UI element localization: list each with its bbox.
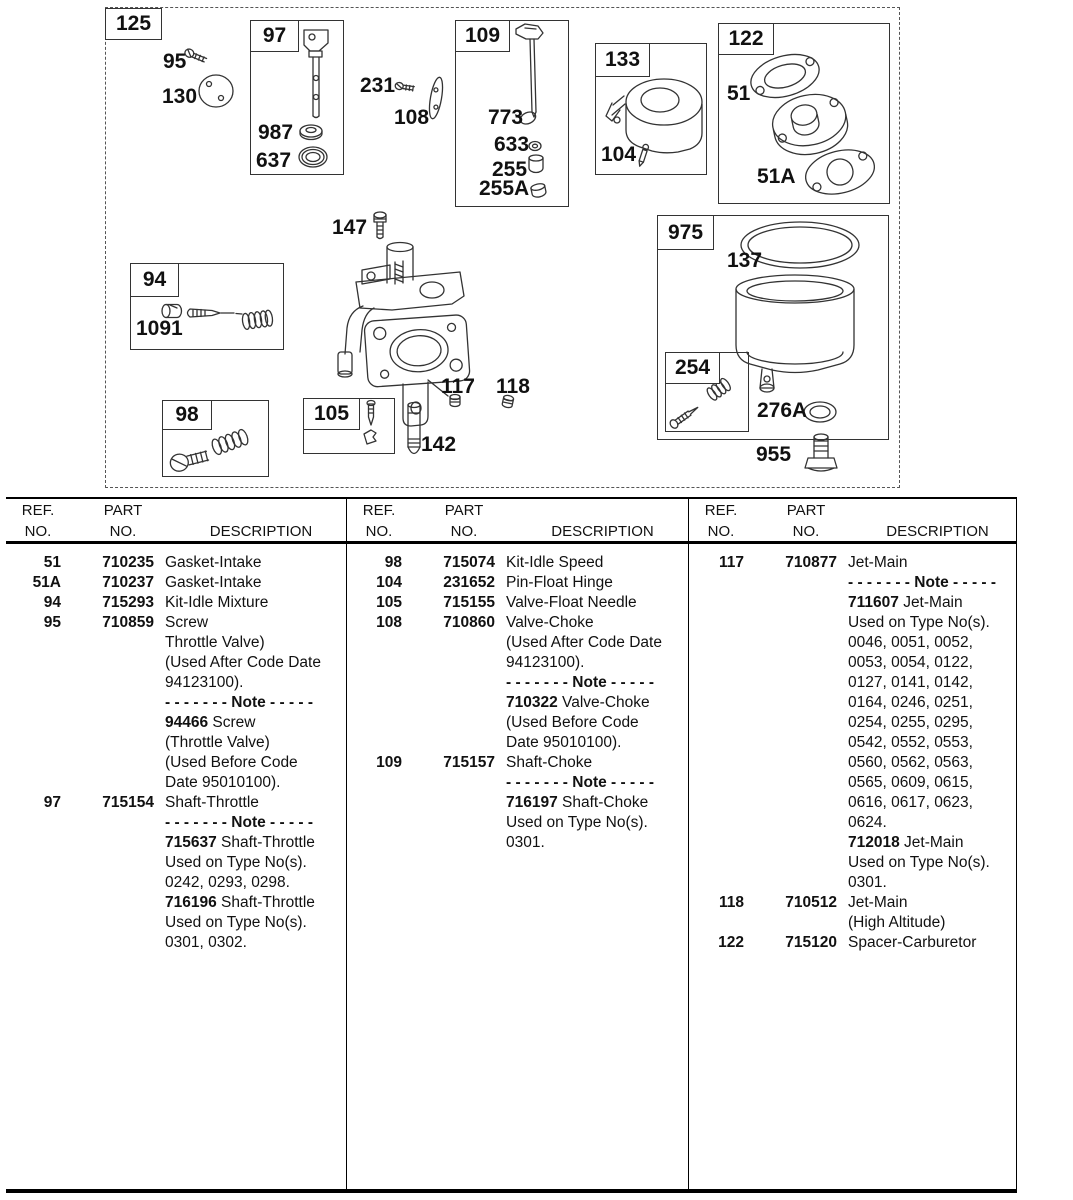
ref-no-cell: 51 <box>43 554 61 571</box>
part-no-cell <box>755 593 837 613</box>
table-row <box>6 713 346 733</box>
part-no-cell: 710512 <box>785 894 837 911</box>
table-header <box>689 499 1016 544</box>
ref-no-cell <box>347 813 402 833</box>
ref-no-cell <box>347 833 402 853</box>
description-cell: Throttle Valve) <box>165 634 265 651</box>
table-row <box>347 753 688 773</box>
description-cell: (Used After Code Date <box>165 654 321 671</box>
description-cell: Jet-Main <box>848 894 908 911</box>
ref-no-cell: 117 <box>718 554 744 571</box>
ref-no-cell <box>689 873 744 893</box>
part-no-cell <box>72 693 154 713</box>
screw-231-drawing <box>395 82 415 92</box>
ref-no-cell <box>6 833 61 853</box>
part-label-955: 955 <box>756 443 792 466</box>
part-no-cell <box>72 653 154 673</box>
ref-no-cell <box>6 813 61 833</box>
part-label-255: 255 <box>492 158 528 181</box>
ref-no-cell <box>689 773 744 793</box>
part-no-cell: 710860 <box>443 614 495 631</box>
header-description: DESCRIPTION <box>551 523 654 540</box>
part-no-cell: 710877 <box>785 554 837 571</box>
disc-130-drawing <box>199 75 233 107</box>
parts-table <box>6 497 1017 1193</box>
ref-no-cell: 104 <box>376 574 402 591</box>
description-cell: (Used Before Code <box>506 714 639 731</box>
table-row <box>689 593 1016 613</box>
part-no-cell: 715293 <box>102 594 154 611</box>
description-cell: Valve-Choke <box>506 614 594 631</box>
ref-no-cell <box>689 633 744 653</box>
ref-no-cell <box>689 613 744 633</box>
table-row <box>6 653 346 673</box>
ref-no-cell: 108 <box>376 614 402 631</box>
description-cell: 94123100). <box>506 654 585 671</box>
description-cell: - - - - - - - Note - - - - - <box>506 674 655 691</box>
description-cell: 0301. <box>848 874 887 891</box>
description-cell: Date 95010100). <box>165 774 281 791</box>
description-cell: - - - - - - - Note - - - - - <box>506 774 655 791</box>
header-ref-no: NO. <box>365 523 393 540</box>
ref-no-cell <box>689 653 744 673</box>
table-body <box>6 544 346 953</box>
table-row <box>689 733 1016 753</box>
part-no-cell <box>755 873 837 893</box>
description-cell: Shaft-Choke <box>506 754 593 771</box>
part-no-cell <box>72 733 154 753</box>
header-part: PART <box>786 502 826 519</box>
table-header <box>347 499 688 544</box>
ref-no-cell <box>6 673 61 693</box>
table-column-3 <box>688 499 1016 1189</box>
part-no-cell: 231652 <box>443 574 495 591</box>
table-row <box>689 773 1016 793</box>
ref-no-cell <box>347 693 402 713</box>
table-row <box>6 753 346 773</box>
table-row <box>6 593 346 613</box>
header-ref: REF. <box>21 502 55 519</box>
part-no-cell <box>72 713 154 733</box>
table-row <box>689 913 1016 933</box>
part-no-cell <box>755 573 837 593</box>
description-cell: - - - - - - - Note - - - - - <box>165 694 314 711</box>
part-no-cell: 715074 <box>443 554 495 571</box>
part-label-637: 637 <box>256 149 292 172</box>
table-row <box>689 693 1016 713</box>
header-ref-no: NO. <box>24 523 52 540</box>
ref-no-cell <box>689 593 744 613</box>
table-row <box>347 733 688 753</box>
ref-no-cell <box>347 633 402 653</box>
part-no-cell <box>413 733 495 753</box>
part-no-cell <box>755 913 837 933</box>
ref-no-cell: 97 <box>43 794 61 811</box>
part-no-cell: 715157 <box>443 754 495 771</box>
description-cell: 0046, 0051, 0052, <box>848 634 973 651</box>
table-row <box>6 573 346 593</box>
table-row <box>689 813 1016 833</box>
callout-box-98: 98 <box>162 400 212 430</box>
part-no-cell <box>755 673 837 693</box>
table-row <box>347 573 688 593</box>
ref-no-cell <box>6 733 61 753</box>
header-ref: REF. <box>362 502 396 519</box>
ref-no-cell <box>347 733 402 753</box>
description-cell: Used on Type No(s). <box>506 814 648 831</box>
callout-box-254: 254 <box>665 352 720 384</box>
part-no-cell <box>755 633 837 653</box>
table-row <box>347 833 688 853</box>
description-cell: Screw <box>165 614 209 631</box>
part-no-cell: 710235 <box>102 554 154 571</box>
table-row <box>6 913 346 933</box>
part-label-255A: 255A <box>479 177 530 200</box>
table-row <box>689 673 1016 693</box>
ref-no-cell <box>347 653 402 673</box>
description-cell: 0624. <box>848 814 887 831</box>
table-body <box>689 544 1016 953</box>
callout-box-94: 94 <box>130 263 179 297</box>
callout-box-133: 133 <box>595 43 650 77</box>
table-row <box>689 633 1016 653</box>
table-row <box>689 753 1016 773</box>
diagram-area <box>0 0 1073 492</box>
header-description: DESCRIPTION <box>209 523 313 540</box>
callout-box-125: 125 <box>105 8 162 40</box>
part-no-cell <box>413 693 495 713</box>
table-row <box>689 713 1016 733</box>
ref-no-cell <box>6 653 61 673</box>
description-cell: 0053, 0054, 0122, <box>848 654 973 671</box>
table-row <box>689 613 1016 633</box>
description-cell: 710322 Valve-Choke <box>506 694 650 711</box>
part-no-cell <box>755 813 837 833</box>
description-cell: Gasket-Intake <box>165 574 262 591</box>
table-row <box>347 633 688 653</box>
ref-no-cell <box>689 793 744 813</box>
ref-no-cell <box>689 913 744 933</box>
table-row <box>347 553 688 573</box>
table-row <box>6 933 346 953</box>
description-cell: 716197 Shaft-Choke <box>506 794 649 811</box>
table-row <box>6 553 346 573</box>
table-row <box>6 853 346 873</box>
ref-no-cell <box>6 753 61 773</box>
ref-no-cell <box>347 793 402 813</box>
part-no-cell <box>413 793 495 813</box>
ref-no-cell: 98 <box>384 554 402 571</box>
header-ref: REF. <box>704 502 738 519</box>
description-cell: Jet-Main <box>848 554 908 571</box>
part-label-137: 137 <box>727 249 763 272</box>
ref-no-cell: 94 <box>43 594 61 611</box>
table-header <box>6 499 346 544</box>
table-row <box>347 593 688 613</box>
description-cell: Used on Type No(s). <box>165 914 307 931</box>
description-cell: 0542, 0552, 0553, <box>848 734 973 751</box>
part-label-117: 117 <box>441 375 475 398</box>
description-cell: 94466 Screw <box>165 714 256 731</box>
part-no-cell <box>72 893 154 913</box>
callout-box-975: 975 <box>657 215 714 250</box>
description-cell: 0301, 0302. <box>165 934 247 951</box>
part-no-cell <box>413 673 495 693</box>
screw-147-drawing <box>374 212 386 239</box>
table-row <box>347 653 688 673</box>
table-row <box>347 613 688 633</box>
ref-no-cell: 118 <box>718 894 744 911</box>
header-part-no: NO. <box>450 523 478 540</box>
table-row <box>6 893 346 913</box>
part-label-118: 118 <box>496 375 530 398</box>
table-row <box>689 653 1016 673</box>
part-no-cell <box>755 693 837 713</box>
part-label-276A: 276A <box>757 399 808 422</box>
description-cell: 0127, 0141, 0142, <box>848 674 973 691</box>
table-row <box>689 553 1016 573</box>
part-no-cell <box>755 793 837 813</box>
callout-box-97: 97 <box>250 20 299 52</box>
table-row <box>689 793 1016 813</box>
table-row <box>689 833 1016 853</box>
callout-box-109: 109 <box>455 20 510 52</box>
part-no-cell <box>72 673 154 693</box>
description-cell: (High Altitude) <box>848 914 946 931</box>
ref-no-cell <box>689 573 744 593</box>
callout-box-105: 105 <box>303 398 360 430</box>
header-part: PART <box>103 502 143 519</box>
description-cell: Valve-Float Needle <box>506 594 637 611</box>
part-label-51A: 51A <box>757 165 796 188</box>
table-column-2 <box>346 499 688 1189</box>
ref-no-cell <box>689 833 744 853</box>
table-row <box>347 773 688 793</box>
table-column-1 <box>6 499 346 1189</box>
part-label-231: 231 <box>360 74 396 97</box>
part-label-633: 633 <box>494 133 530 156</box>
description-cell: 711607 Jet-Main <box>848 594 963 611</box>
part-no-cell <box>413 813 495 833</box>
callout-box-122: 122 <box>718 23 774 55</box>
part-no-cell <box>72 873 154 893</box>
description-cell: 715637 Shaft-Throttle <box>165 834 315 851</box>
part-label-773: 773 <box>488 106 524 129</box>
description-cell: 716196 Shaft-Throttle <box>165 894 315 911</box>
table-row <box>347 673 688 693</box>
tube-142-drawing <box>408 403 420 454</box>
description-cell: Used on Type No(s). <box>848 614 990 631</box>
header-ref-no: NO. <box>707 523 735 540</box>
ref-no-cell <box>6 853 61 873</box>
description-cell: Kit-Idle Mixture <box>165 594 269 611</box>
description-cell: Used on Type No(s). <box>165 854 307 871</box>
description-cell: Kit-Idle Speed <box>506 554 604 571</box>
table-row <box>6 813 346 833</box>
description-cell: 0560, 0562, 0563, <box>848 754 973 771</box>
table-row <box>6 793 346 813</box>
ref-no-cell <box>6 873 61 893</box>
part-no-cell <box>72 833 154 853</box>
ref-no-cell <box>6 693 61 713</box>
description-cell: (Throttle Valve) <box>165 734 270 751</box>
part-no-cell <box>755 653 837 673</box>
ref-no-cell: 51A <box>32 574 61 591</box>
description-cell: (Used After Code Date <box>506 634 662 651</box>
description-cell: Shaft-Throttle <box>165 794 259 811</box>
part-no-cell: 715120 <box>785 934 837 951</box>
part-label-51: 51 <box>727 82 751 105</box>
table-body <box>347 544 688 853</box>
table-row <box>6 773 346 793</box>
part-no-cell <box>755 733 837 753</box>
header-part-no: NO. <box>109 523 137 540</box>
description-cell: Gasket-Intake <box>165 554 262 571</box>
ref-no-cell <box>347 713 402 733</box>
ref-no-cell <box>689 813 744 833</box>
table-row <box>347 693 688 713</box>
table-row <box>347 813 688 833</box>
description-cell: Date 95010100). <box>506 734 622 751</box>
ref-no-cell: 109 <box>376 754 402 771</box>
description-cell: 94123100). <box>165 674 244 691</box>
part-label-142: 142 <box>421 433 457 456</box>
table-row <box>6 633 346 653</box>
table-row <box>6 673 346 693</box>
part-no-cell <box>72 853 154 873</box>
table-row <box>6 833 346 853</box>
part-no-cell <box>413 833 495 853</box>
part-no-cell <box>72 633 154 653</box>
part-no-cell <box>72 753 154 773</box>
part-no-cell: 710237 <box>102 574 154 591</box>
part-label-104: 104 <box>601 143 637 166</box>
ref-no-cell <box>6 713 61 733</box>
description-cell: 712018 Jet-Main <box>848 834 964 851</box>
part-no-cell <box>755 613 837 633</box>
part-label-108: 108 <box>394 106 430 129</box>
table-row <box>689 893 1016 913</box>
part-no-cell <box>755 713 837 733</box>
ref-no-cell <box>6 773 61 793</box>
part-no-cell <box>72 913 154 933</box>
part-no-cell <box>413 633 495 653</box>
table-row <box>689 853 1016 873</box>
part-label-95: 95 <box>163 50 187 73</box>
table-row <box>689 873 1016 893</box>
part-no-cell <box>72 813 154 833</box>
part-label-1091: 1091 <box>136 317 183 340</box>
ref-no-cell <box>689 853 744 873</box>
header-part-no: NO. <box>792 523 820 540</box>
description-cell: (Used Before Code <box>165 754 298 771</box>
part-no-cell <box>755 753 837 773</box>
description-cell: 0254, 0255, 0295, <box>848 714 973 731</box>
description-cell: 0242, 0293, 0298. <box>165 874 290 891</box>
description-cell: 0616, 0617, 0623, <box>848 794 973 811</box>
ref-no-cell: 122 <box>718 934 744 951</box>
part-no-cell <box>413 713 495 733</box>
table-row <box>347 793 688 813</box>
ref-no-cell <box>6 633 61 653</box>
description-cell: 0164, 0246, 0251, <box>848 694 973 711</box>
part-no-cell <box>755 853 837 873</box>
choke-valve-108-drawing <box>427 76 445 119</box>
part-no-cell: 710859 <box>102 614 154 631</box>
part-label-147: 147 <box>332 216 368 239</box>
header-part: PART <box>444 502 484 519</box>
ref-no-cell <box>6 893 61 913</box>
part-no-cell <box>755 773 837 793</box>
description-cell: 0565, 0609, 0615, <box>848 774 973 791</box>
part-label-130: 130 <box>162 85 198 108</box>
ref-no-cell <box>6 933 61 953</box>
description-cell: Pin-Float Hinge <box>506 574 613 591</box>
part-label-987: 987 <box>258 121 294 144</box>
ref-no-cell: 105 <box>376 594 402 611</box>
part-no-cell: 715154 <box>102 794 154 811</box>
ref-no-cell <box>689 673 744 693</box>
description-cell: 0301. <box>506 834 545 851</box>
ref-no-cell <box>689 753 744 773</box>
part-no-cell <box>72 773 154 793</box>
ref-no-cell: 95 <box>43 614 61 631</box>
table-row <box>689 933 1016 953</box>
description-cell: Used on Type No(s). <box>848 854 990 871</box>
part-no-cell <box>413 773 495 793</box>
screw-95-drawing <box>184 48 208 64</box>
table-row <box>6 873 346 893</box>
description-cell: Spacer-Carburetor <box>848 934 977 951</box>
description-cell: - - - - - - - Note - - - - - <box>165 814 314 831</box>
table-row <box>6 693 346 713</box>
part-no-cell <box>72 933 154 953</box>
description-cell: - - - - - - - Note - - - - - <box>848 574 997 591</box>
part-no-cell <box>413 653 495 673</box>
ref-no-cell <box>689 733 744 753</box>
table-row <box>6 733 346 753</box>
table-row <box>347 713 688 733</box>
ref-no-cell <box>689 693 744 713</box>
table-row <box>689 573 1016 593</box>
ref-no-cell <box>689 713 744 733</box>
table-row <box>6 613 346 633</box>
ref-no-cell <box>6 913 61 933</box>
part-no-cell: 715155 <box>443 594 495 611</box>
part-no-cell <box>755 833 837 853</box>
ref-no-cell <box>347 773 402 793</box>
header-description: DESCRIPTION <box>886 523 989 540</box>
ref-no-cell <box>347 673 402 693</box>
